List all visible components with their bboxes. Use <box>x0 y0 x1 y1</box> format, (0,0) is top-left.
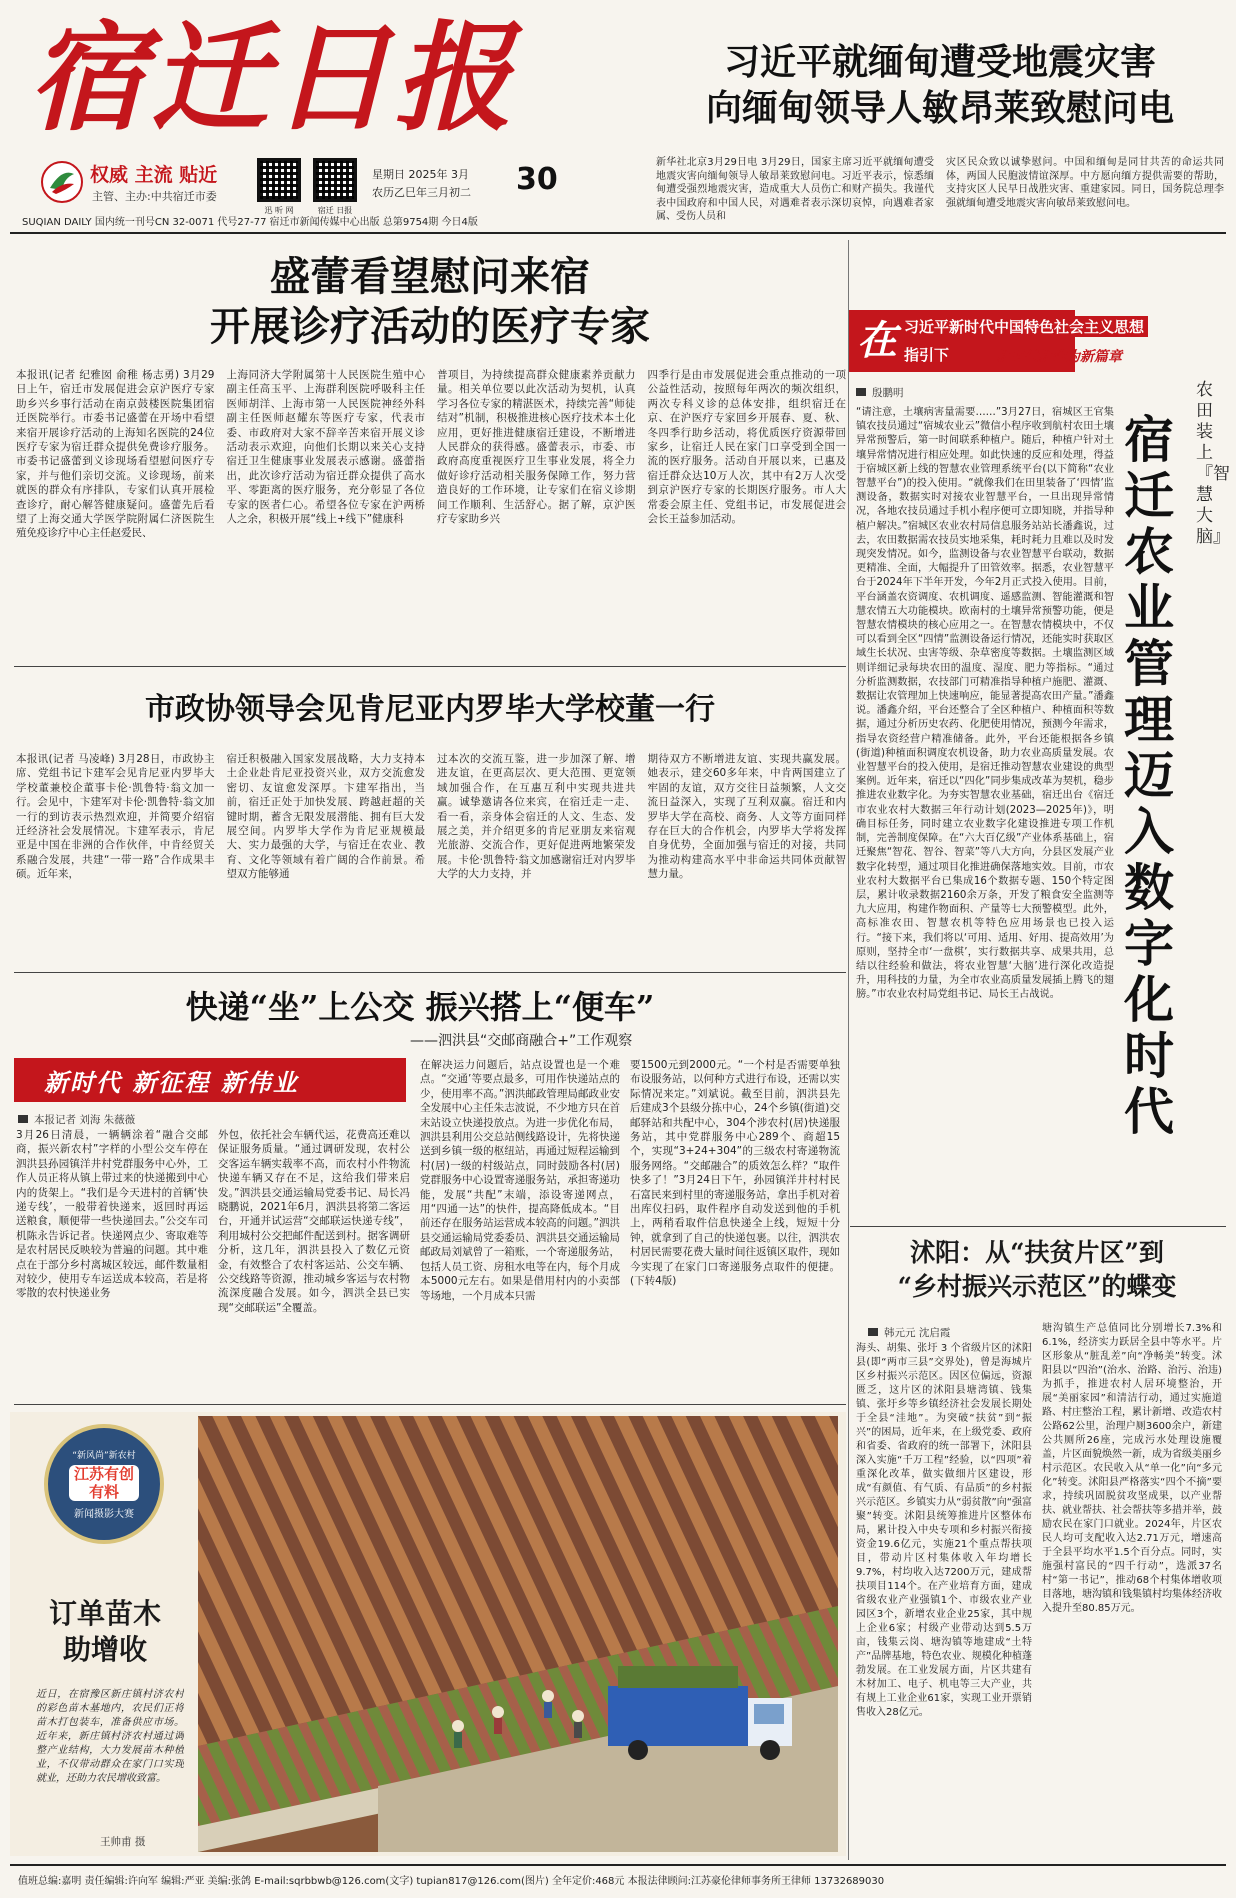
story3-byline: 本报记者 刘海 朱薇薇 <box>34 1114 136 1126</box>
story2-headline: 市政协领导会见肯尼亚内罗毕大学校董一行 <box>145 692 715 727</box>
story3-subhead: ——泗洪县“交邮商融合+”工作观察 <box>410 1033 633 1049</box>
photo-contest-badge <box>44 1424 164 1544</box>
story1-headline-1: 盛蕾看望慰问来宿 <box>270 254 590 300</box>
sidebar-byline-marker <box>856 388 866 396</box>
masthead-slogan: 权威 主流 贴近 <box>90 164 218 186</box>
sidebar-headline: 宿迁农业管理迈入数字化时代 <box>1124 410 1174 1141</box>
story1-body <box>16 368 846 654</box>
series-slogan: ——新时代新作为新篇章 <box>968 349 1122 365</box>
date-line-1: 星期日 2025年 3月 <box>372 168 469 181</box>
top-story-body <box>656 156 1224 228</box>
story3-col3: 在解决运力问题后，站点设置也是一个难点。“交通’等要点最多，可用作快递站点的少，使用率不高。”泗洪邮政管理局邮政业安全发展中心主任朱志波说，不少地方只在首末站设立快递投放点。为进一步优化布局，泗洪县利用公交总站侧线路设计，先将快递送到乡镇一级的枢纽站，再通过短程运输到村(居)一级的村级站点，同时鼓励各村(居)党群服务中心设置寄递服务站，承担寄递功能，发展“共配”末端，添设寄递网点，用“四通一达”的快件，提高降低成本。“目前还存在服务站运营成本较高的问题。”泗洪县交通运输局党委委员、泗洪县交通运输局邮政局刘斌曾了一箱账，一个寄递服务站，包括人员工资、房租水电等在内，每个月成本5000元左右。如果是借用村内的小卖部等场地，一个月成本只需 <box>420 1059 620 1302</box>
story4-col1: 海头、胡集、张圩 3 个省级片区的沭阳县(即“两市三县”交界处)，曾是海城片区乡村振兴示范区。因区位偏远，资源匮乏，这片区的沭阳县塘湾镇、钱集镇、张圩乡等乡镇经济社会发展长期处于全县“洼地”。为突破“扶贫”到“振兴”的困局，近年来，在上级党委、政府和省委、省政府的统一部署下，沭阳县深入实施“千万工程”经验，以“四项”着重深化改革，做实做细片区建设，形成“有颜值、有气质、有品质”的乡村振兴示范区。乡镇实力从“弱贫散”向“强富聚”转变。沭阳县统筹推进片区整体布局，累计投入中央专项和乡村振兴衔接资金19.6亿元，实施21个重点帮扶项目，带动片区村集体收入年均增长9.7%，村均收入达7200万元，建成帮扶项目114个。在产业培育方面，建成省级农业产业强镇1个、市级农业产业园区3个，新增农业企业25家，其中规上企业6家；村级产业带动达到5.5万亩，钱集云岗、塘沟镇等地建成“土特产”品牌基地，特色农业、规模化种植蓬勃发展。在工业发展方面，片区共建有木材加工、电子、机电等三大产业，共有规上工业企业61家，实现工业开票销售收入28亿元。 <box>856 1343 1032 1718</box>
story4-headline-2: “乡村振兴示范区”的蝶变 <box>897 1272 1177 1301</box>
top-story-headline-2: 向缅甸领导人敏昂莱致慰问电 <box>705 88 1174 129</box>
footer-info: 值班总编:嘉明 责任编辑:许向军 编辑:严亚 美编:张鸽 E-mail:sqrbbwb@126.com(文字) tupian817@126.com(图片) 全年定价:468元 本报法律顾问:江苏豪伦律师事务所王律师 13732689030 <box>18 1876 885 1887</box>
sidebar-kicker: 农田装上『智慧大脑』 <box>1196 380 1230 547</box>
story1-headline-2: 开展诊疗活动的医疗专家 <box>210 304 650 350</box>
qr-code-1[interactable] <box>257 158 301 202</box>
masthead-sponsor: 主管、主办:中共宿迁市委 <box>92 190 217 203</box>
story2-col4: 期待双方不断增进友谊、实现共赢发展。她表示，建交60多年来，中肯两国建立了牢固的友谊，双方交往日益频繁，人文交流日益深入，实现了互利双赢。宿迁和内罗毕大学在高校、商务、人文等方面同样存在巨大的合作机会，内罗毕大学将发挥自身优势，全面加强与宿迁的对接，共同为推动构建高水平中非命运共同体贡献智慧力量。 <box>647 753 846 881</box>
series-zai-char: 在 <box>857 317 897 364</box>
date-line-2: 农历乙巳年三月初二 <box>372 186 471 199</box>
story3-col2: 外包，依托社会车辆代运，花费高还难以保证服务质量。“通过调研发现，农村公交客运车辆实载率不高，而农村小件物流快递车辆又存在不足，这给我们带来启发。”泗洪县交通运输局党委书记、局长冯晓鹏说，2021年6月，泗洪县将第二客运台，开通并试运营“交邮联运快递专线”，利用城村公交把邮件配送到村。据客调研分析，这几年，泗洪县投入了数亿元资金，有效整合了农村客运站、公交车辆、公交线路等资源，推动城乡客运与农村物流深度融合发展。如今，泗洪全县已实现“交邮联运”全覆盖。 <box>218 1129 410 1314</box>
qr-code-2[interactable] <box>313 158 357 202</box>
story3-banner <box>14 1058 406 1102</box>
top-story-headline-1: 习近平就缅甸遭受地震灾害 <box>723 42 1156 83</box>
date-day: 30 <box>516 162 558 197</box>
story1-col2: 上海同济大学附属第十人民医院生殖中心副主任高玉平、上海群利医院呼吸科主任医师胡洋、上海市第一人民医院神经外科副主任医师赵耀东等医疗专家，代表市委、市政府对大家不辞辛苦来宿开展义诊活动表示欢迎，向他们长期以来关心支持宿迁卫生健康事业发展表示感谢。盛蕾指出，此次诊疗活动为宿迁群众提供了高水平、零距离的医疗服务，充分彰显了各位专家的医者仁心。希望各位专家在沪两桥人之余，积极开展“线上+线下”健康科 <box>226 369 425 526</box>
story1-col3: 普项目，为持续提高群众健康素养贡献力量。相关单位要以此次活动为契机，认真学习各位专家的精湛医术，持续完善“师徒结对”机制，积极推进核心医疗技术本土化应用，更好推进健康宿迁建设，不断增进人民群众的获得感。盛蕾表示，市委、市政府高度重视医疗卫生事业发展，将全力做好诊疗活动相关服务保障工作，努力营造良好的工作环境，让专家们在宿义诊期间工作顺利、生活舒心。据了解，京沪医疗专家助乡兴 <box>437 369 636 526</box>
series-title: 习近平新时代中国特色社会主义思想 <box>904 316 1148 337</box>
story4-byline: 韩元元 沈启霞 <box>884 1327 951 1339</box>
sidebar-body: “请注意，土壤病害量需要……”3月27日，宿城区王官集镇农技员通过“宿城农业云”微信小程序收到航村农田土壤异常预警后，第一时间联系种植户。随后，种植户针对土壤异常情况进行相应处理。如此快速的反应和处理，得益于宿城区新上线的智慧农业管理系统平台(以下简称“农业智慧平台”)的投入使用。“就像我们在田里装备了‘四情’监测设备，数据实时对接农业智慧平台，一旦出现异常情况，各地农技员通过手机小程序便可立即知晓，并指导种植户解决。”宿城区农业农村局信息服务站站长潘鑫说，过去，农田数据需农技员实地采集，耗时耗力且难以及时发现突发情况。如今，监测设备与农业智慧平台联动，数据更精准、全面，大幅提升了田管效率。据悉，农业智慧平台于2024年下半年开发，今年2月正式投入使用。目前，平台涵盖农资调度、农机调度、遥感监测、智能灌溉和智慧农情五大功能模块。欧南村的土壤异常预警功能，便是智慧农情模块的核心应用之一。在智慧农情模块中，不仅可以看到全区“四情”监测设备运行情况，还能实时获取区域生长状况、虫害等级、杂草密度等数据。土壤监测区域则详细记录每块农田的温度、湿度、肥力等指标。“通过分析监测数据，农技部门可精准指导种植户施肥、灌溉、数据让农管理加上快速响应，能显著提高农田产量。”潘鑫说。潘鑫介绍，平台还整合了全区种植户、种植面积等数据，通过分析历史农药、化肥使用情况，预测今年需求，指导农资经营户精准储备。此外，平台还能根据各乡镇(街道)种植面积调度农机设备，助力农业高质量发展。农业智慧平台的投入使用，是宿迁推动智慧农业建设的典型案例。近年来，宿迁以“四化”同步集成改革为契机，稳步推进农业数字化。为夯实智慧农业基础，宿迁出台《宿迁市农业农村大数据三年行动计划(2023—2025年)》，明确目标任务，同时建立农业数字化建设推进专项工作机制，完善制度保障。在“六大百亿级”产业体系基础上，宿迁聚焦“智花、智谷、智菜”等八大方向，分县区发展产业数字化转型，通过项目化推进确保落地实效。目前，市农业农村大数据平台已集成16个数据专题、150个特定图层，累计收录数据2160余万条，开发了粮食安全监测等九大应用，构建作物面积、产量等七大预警模型。此外，高标准农田、智慧农机等特色应用场景也已投入运行。“接下来，我们将以‘可用、适用、好用、提高效用’为原则，坚持全市‘一盘棋’，实行数据共享、成果共用，总结以往经验和做法，将农业智慧‘大脑’进行深化改造提升，用科技的力量，为全市农业高质量发展插上腾飞的翅膀。”市农业农村局党组书记、局长王占战说。 <box>856 407 1114 1001</box>
story4-byline-marker <box>868 1328 878 1336</box>
story1-col4: 四季行是由市发展促进会重点推动的一项公益性活动，按照每年两次的频次组织，两次专科义诊的总体安排，组织宿迁在京、在沪医疗专家回乡开展春、夏、秋、冬四季行助乡活动，将优质医疗资源带回家乡，让宿迁人民在家门口享受到全国一流的医疗服务。活动自开展以来，已惠及宿迁群众达10万人次，其中有2万人次受到京沪医疗专家的长期医疗服务。市人大常委会原主任、党组书记，市发展促进会会长王益参加活动。 <box>647 369 846 526</box>
story3-col4: 要1500元到2000元。“一个村是否需要单独布设服务站，以何种方式进行布设，还需以实际情况来定。”刘斌说。截至目前，泗洪县先后建成3个县级分拣中心，24个乡镇(街道)交邮驿站和共配中心，304个涉农村(居)快递服务站，其中党群服务中心289个、商超15个，实现“3+24+304”的三级农村寄递物流服务网络。“交邮融合”的质效怎么样？“取件快多了！”3月24日下午，孙园镇洋井村村民石富民来到村里的寄递服务站，拿出手机对着出库仪扫码，取件程序自动发送到他的手机上，两稍看取件信息快递全上线，短短十分钟，就拿到了自己的快递包裹。以往，泗洪农村居民需要花费大量时间往返镇区取件，现如今实现了在家门口寄递服务点取件的便捷。(下转4版) <box>630 1059 840 1288</box>
story4-headline-1: 沭阳：从“扶贫片区”到 <box>910 1238 1164 1267</box>
story2-col3: 过本次的交流互鉴，进一步加深了解、增进友谊，在更高层次、更大范围、更宽领域加强合作，在互惠互利中实现共进共赢。诚挚邀请各位来宾，在宿迁走一走、看一看，亲身体会宿迁的人文、生态、发展之美，并介绍更多的肯尼亚朋友来宿观光旅游、交流合作，更好促进两地繁荣发展。卡伦·凯鲁特·翁文加感谢宿迁对内罗毕大学的大力支持，并 <box>437 753 636 881</box>
story1-col1: 本报讯(记者 纪雅囡 俞稚 杨志勇) 3月29日上午，宿迁市发展促进会京沪医疗专家助乡兴乡事行活动在南京鼓楼医院集团宿迁医院举行。市委书记盛蕾在开场中看望来宿开展诊疗活动的上海知名医院的24位医疗专家为宿迁群众提供免费诊疗服务。市委书记盛蕾到义诊现场看望慰问医疗专家，并与他们亲切交流。义诊现场，前来就医的群众有序排队，专家们认真开展检查诊疗，耐心解答健康疑问。盛蕾先后看望了上海交通大学医学院附属仁济医院生殖免疫诊疗中心主任赵爱民、 <box>16 369 215 540</box>
newspaper-logo-icon <box>40 160 84 204</box>
photo-headline-2: 助增收 <box>62 1633 147 1666</box>
sidebar-byline: 殷鹏明 <box>872 387 904 399</box>
story3-banner-text: 新时代 新征程 新伟业 <box>44 1067 299 1097</box>
byline-marker <box>18 1115 28 1123</box>
nursery-aerial-photo <box>198 1416 838 1852</box>
qr-label-1: 迅 听 网 <box>264 206 294 215</box>
photo-headline-1: 订单苗木 <box>48 1597 161 1630</box>
story2-body <box>16 752 846 964</box>
story2-col1: 本报讯(记者 马凌峰) 3月28日，市政协主席、党组书记卞建军会见肯尼亚内罗毕大学校董兼校企董事卡伦·凯鲁特·翁文加一行。会见中，卞建军对卡伦·凯鲁特·翁文加一行的到访表示热烈欢迎，并简要介绍宿迁经济社会发展情况。卞建军表示，肯尼亚是中国在非洲的合作伙伴，中肯经贸关系融合发展，共建“一带一路”合作成果丰硕。近年来， <box>16 753 215 881</box>
top-story-col1: 新华社北京3月29日电 3月29日，国家主席习近平就缅甸遭受地震灾害向缅甸领导人敏昂莱致慰问电。习近平表示，惊悉缅甸遭受强烈地震灾害，造成重大人员伤亡和财产损失。我谨代表中国政府和中国人民，对遇难者表示深切哀悼，向遇难者家属、受伤人员和 <box>656 157 934 222</box>
story3-col1: 3月26日清晨，一辆辆涂着“融合交邮商，振兴新农村”字样的小型公交车停在泗洪县孙园镇洋井村党群服务中心外，工作人员正将从镇上带过来的快递搬到中心内的货架上。“我们是今天进村的首辆‘快递专线’，一般带着快递来，返回时再运送粮食，顺便带一些快递回去。”公交车司机陈永告诉记者。快递网点少、寄取难等是农村居民反映较为普遍的问题。其中难点在于部分乡村离城区较远，邮件数量相对较少，使用专车运送成本较高，若是将零散的农村快递业务 <box>16 1129 208 1300</box>
top-story-col2: 灾区民众致以诚挚慰问。中国和缅甸是同甘共苦的命运共同体，两国人民胞波情谊深厚。中方愿向缅方提供需要的帮助，支持灾区人民早日战胜灾害、重建家园。同日，国务院总理李强就缅甸遭受地震灾害向敏昂莱致慰问电。 <box>946 157 1224 209</box>
photo-credit: 王帅甫 摄 <box>100 1836 146 1848</box>
masthead-title: 宿迁日报 <box>28 8 517 147</box>
masthead-info-bar: SUQIAN DAILY 国内统一刊号CN 32-0071 代号27-77 宿迁市新闻传媒中心出版 总第9754期 今日4版 <box>22 217 478 228</box>
photo-caption: 近日，在宿豫区新庄镇村济农村的彩色苗木基地内，农民们正将苗木打包装车，准备供应市场。近年来，新庄镇村济农村通过调整产业结构，大力发展苗木种植业，不仅带动群众在家门口实现就业，还助力农民增收致富。 <box>36 1689 184 1784</box>
story4-col2: 塘沟镇生产总值同比分别增长7.3%和6.1%，经济实力跃居全县中等水平。片区形象从“脏乱差”向“净畅美”转变。沭阳县以“四治”(治水、治路、治污、治违)为抓手，推进农村人居环境整治，开展“美丽家园”和清洁行动，通过实施道路、村庄整治工程，累计新增、改造农村公路62公里，治理户厕3600余户，新建公共厕所26座，完成污水处理设施覆盖，片区面貌焕然一新，成为省级美丽乡村示范区。农民收入从“单一化”向“多元化”转变。沭阳县严格落实“四个不摘”要求，持续巩固脱贫攻坚成果，以产业帮扶、就业帮扶、社会帮扶等多措并举，鼓励农民在家门口就业。2024年，片区农民人均可支配收入达2.71万元，增速高于全县平均水平1.5个百分点。同时，实施强村富民的“四千行动”，选派37名村“第一书记”，推动68个村集体增收项目落地，塘沟镇和钱集镇村均集体经济收入提升至80.85万元。 <box>1042 1323 1222 1614</box>
story2-col2: 宿迁积极融入国家发展战略，大力支持本土企业赴肯尼亚投资兴业，双方交流愈发密切、友谊愈发深厚。卞建军指出，当前，宿迁正处于加快发展、跨越赶超的关键时期，蓄含无限发展潜能、拥有巨大发展空间。内罗毕大学作为肯尼亚规模最大、实力最强的大学，与宿迁在农业、教育、文化等领域有着广阔的合作前景。希望双方能够通 <box>226 753 425 881</box>
series-sub: 指引下 <box>904 346 950 364</box>
badge-line3: 新闻摄影大赛 <box>74 1509 134 1520</box>
masthead <box>20 8 660 218</box>
badge-line2: 江苏有创有料 <box>69 1465 139 1501</box>
qr-label-2: 宿迁 日报 <box>317 206 353 215</box>
badge-line1: “新风尚”新农村 <box>72 1451 136 1461</box>
story3-headline: 快递“坐”上公交 振兴搭上“便车” <box>185 988 655 1026</box>
